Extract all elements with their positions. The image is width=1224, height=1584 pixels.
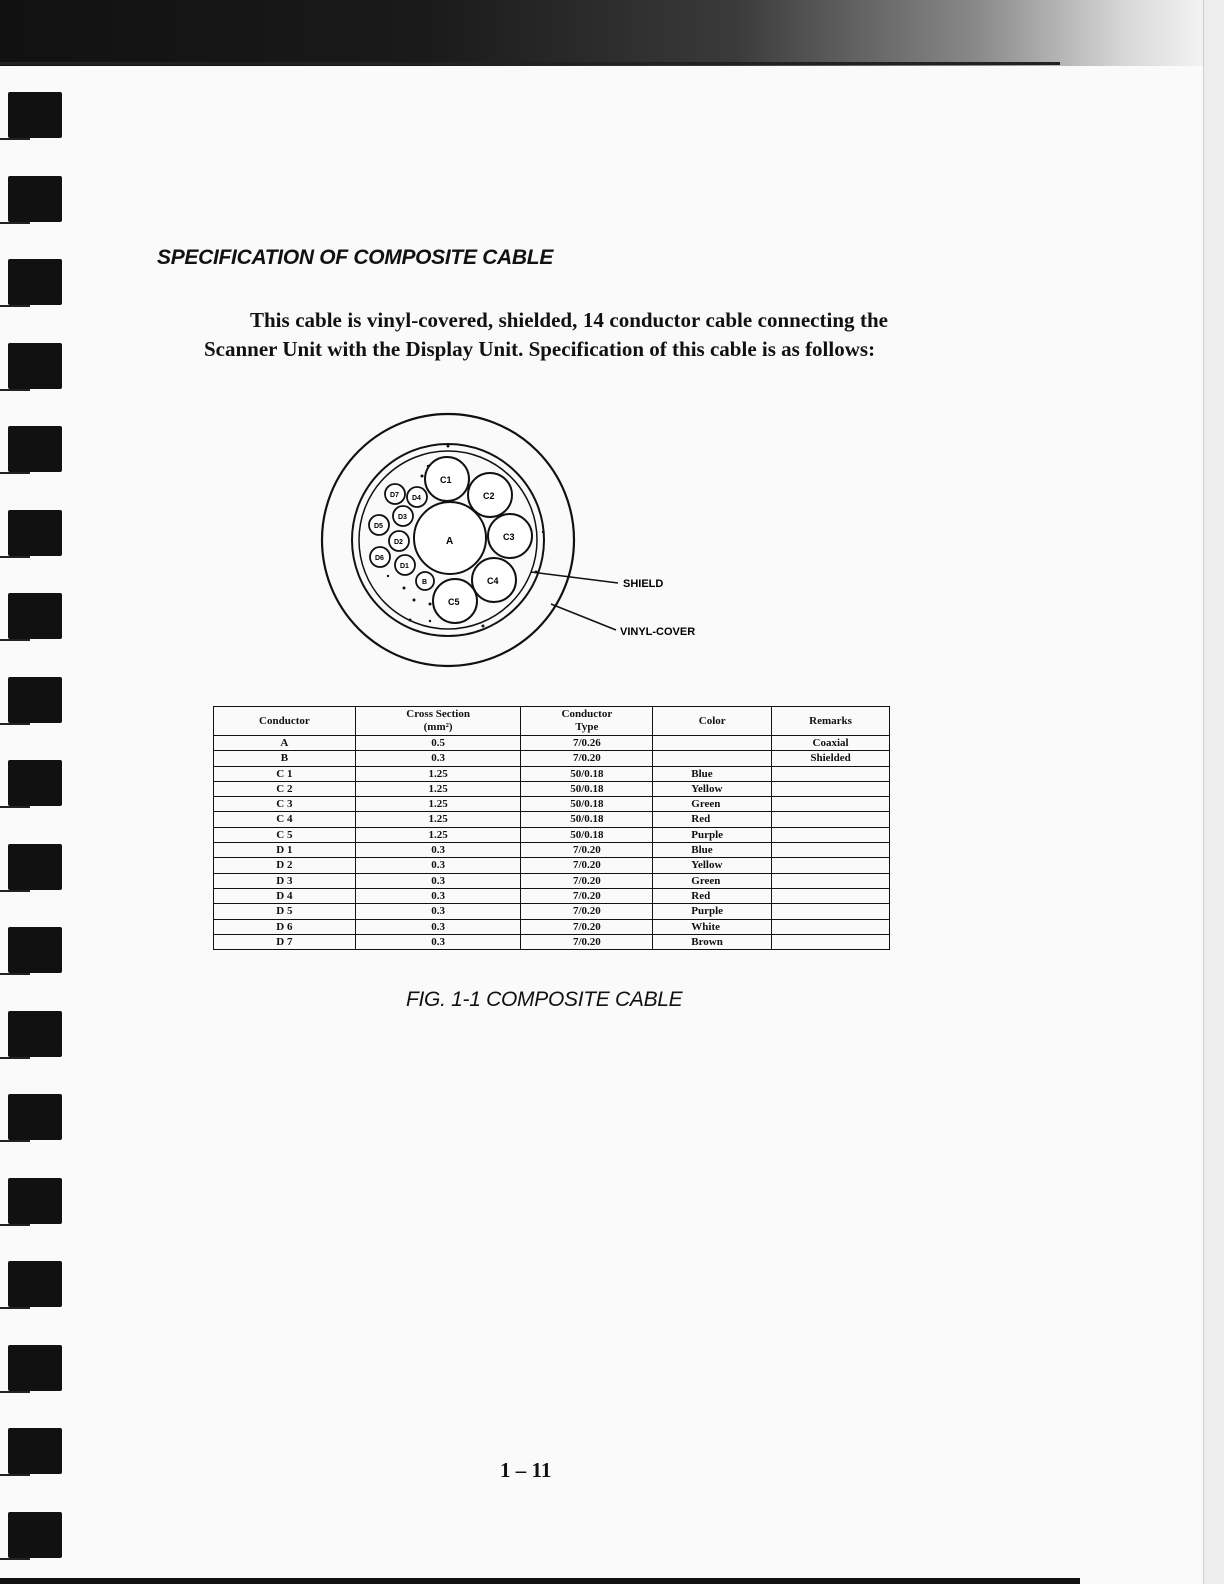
conductor-b-label: B [422,579,428,586]
cell-conductor: C 1 [214,766,356,781]
shield-label: SHIELD [623,578,664,590]
cell-conductor: D 7 [214,934,356,949]
cell-type: 7/0.20 [521,919,653,934]
conductor-d6-label: D6 [375,555,384,562]
header-remarks: Remarks [772,707,890,736]
cable-cross-section-diagram [318,408,738,676]
cell-type: 7/0.20 [521,843,653,858]
cell-remarks [772,781,890,796]
header-color: Color [653,707,772,736]
cell-color: Yellow [653,858,772,873]
cell-color: Purple [653,904,772,919]
page-top-edge [0,62,1060,65]
paragraph-text: This cable is vinyl-covered, shielded, 14 conductor cable connecting the Scanner Unit with the Display Unit. Specification of this cable is as follows: [204,308,888,361]
vinyl-cover-label: VINYL-COVER [620,626,696,638]
table-row [214,812,890,827]
cell-color: White [653,919,772,934]
cell-type: 50/0.18 [521,812,653,827]
cell-color: Blue [653,766,772,781]
conductor-d7-label: D7 [390,492,399,499]
cell-color: Red [653,888,772,903]
cell-cross-section: 0.3 [355,751,521,766]
binding-ring-tick [0,890,30,892]
table-body [214,736,890,950]
binding-ring [8,1428,62,1474]
table-row [214,781,890,796]
cell-conductor: D 5 [214,904,356,919]
conductor-d2-label: D2 [394,539,403,546]
cell-type: 50/0.18 [521,797,653,812]
binding-ring-tick [0,639,30,641]
cell-type: 50/0.18 [521,827,653,842]
binding-ring-tick [0,222,30,224]
binding-ring-tick [0,723,30,725]
cell-remarks [772,919,890,934]
header-cross-section-unit: (mm²) [423,721,453,733]
conductor-c1-label: C1 [440,475,452,485]
cell-conductor: D 2 [214,858,356,873]
cable-diagram-svg [318,408,738,676]
binding-ring-tick [0,1474,30,1476]
cell-remarks [772,873,890,888]
binding-ring [8,426,62,472]
cell-type: 7/0.26 [521,736,653,751]
cell-color [653,751,772,766]
cell-remarks [772,766,890,781]
section-heading: SPECIFICATION OF COMPOSITE CABLE [157,246,554,269]
binding-ring-tick [0,138,30,140]
binding-ring [8,844,62,890]
cell-conductor: D 6 [214,919,356,934]
conductor-d1-label: D1 [400,563,409,570]
cell-type: 7/0.20 [521,904,653,919]
conductor-c3-label: C3 [503,532,515,542]
cell-remarks [772,858,890,873]
shield-leader-line [531,572,618,583]
binding-ring-tick [0,472,30,474]
conductor-d4-label: D4 [412,495,421,502]
cell-color: Green [653,797,772,812]
binding-ring-tick [0,1558,30,1560]
table-row [214,934,890,949]
figure-caption: FIG. 1-1 COMPOSITE CABLE [406,988,683,1011]
cell-remarks [772,934,890,949]
table-row [214,904,890,919]
cell-cross-section: 1.25 [355,781,521,796]
spiral-binding [0,80,70,1580]
header-conductor-type [521,707,653,736]
binding-ring-tick [0,1140,30,1142]
binding-ring [8,927,62,973]
header-cross-section-label: Cross Section [406,708,470,720]
binding-ring-tick [0,1057,30,1059]
table-row [214,736,890,751]
binding-ring [8,343,62,389]
body-paragraph [204,306,888,364]
vinyl-cover-leader-line [551,604,616,630]
header-conductor-type-label: Conductor [561,708,613,720]
cell-type: 50/0.18 [521,766,653,781]
header-conductor: Conductor [214,707,356,736]
cell-cross-section: 0.3 [355,858,521,873]
table-row [214,827,890,842]
cell-conductor: A [214,736,356,751]
cell-type: 7/0.20 [521,858,653,873]
cell-cross-section: 1.25 [355,797,521,812]
cell-color: Purple [653,827,772,842]
cable-spec-table [213,706,890,950]
header-conductor-type-label-2: Type [575,721,599,733]
binding-ring-tick [0,806,30,808]
cell-remarks [772,888,890,903]
cell-type: 7/0.20 [521,888,653,903]
table-row [214,751,890,766]
cell-cross-section: 0.3 [355,934,521,949]
cell-cross-section: 0.3 [355,888,521,903]
cell-conductor: C 4 [214,812,356,827]
header-cross-section [355,707,521,736]
conductor-a-label: A [446,536,454,547]
cell-remarks [772,812,890,827]
conductor-d5-label: D5 [374,523,383,530]
cell-conductor: C 5 [214,827,356,842]
binding-ring [8,593,62,639]
cell-remarks [772,797,890,812]
conductor-d3-label: D3 [398,514,407,521]
binding-ring-tick [0,305,30,307]
cell-color [653,736,772,751]
binding-ring-tick [0,1224,30,1226]
table-header-row [214,707,890,736]
binding-ring [8,1094,62,1140]
table-row [214,843,890,858]
table-row [214,888,890,903]
table-row [214,797,890,812]
cell-cross-section: 0.5 [355,736,521,751]
cell-cross-section: 0.3 [355,904,521,919]
binding-ring [8,176,62,222]
binding-ring [8,1178,62,1224]
cell-cross-section: 0.3 [355,843,521,858]
binding-ring [8,92,62,138]
cell-type: 7/0.20 [521,751,653,766]
binding-ring-tick [0,389,30,391]
binding-ring-tick [0,556,30,558]
cell-type: 7/0.20 [521,934,653,949]
cell-cross-section: 0.3 [355,919,521,934]
cell-cross-section: 1.25 [355,766,521,781]
cell-conductor: B [214,751,356,766]
table-row [214,766,890,781]
conductor-c4-label: C4 [487,576,499,586]
binding-ring [8,677,62,723]
page-number: 1 – 11 [500,1458,552,1482]
cell-cross-section: 1.25 [355,812,521,827]
page-bottom-edge [0,1578,1080,1584]
cell-conductor: D 3 [214,873,356,888]
cell-type: 7/0.20 [521,873,653,888]
cell-remarks [772,827,890,842]
conductor-c2-label: C2 [483,491,495,501]
table-row [214,873,890,888]
cell-conductor: C 3 [214,797,356,812]
cell-remarks: Coaxial [772,736,890,751]
binding-ring [8,760,62,806]
page-right-edge [1203,0,1224,1584]
cell-color: Red [653,812,772,827]
cell-remarks [772,904,890,919]
binding-ring [8,510,62,556]
scan-top-shadow [0,0,1224,66]
binding-ring [8,259,62,305]
cell-cross-section: 0.3 [355,873,521,888]
conductor-c5-label: C5 [448,597,460,607]
cell-color: Yellow [653,781,772,796]
cell-remarks [772,843,890,858]
binding-ring-tick [0,1307,30,1309]
cell-type: 50/0.18 [521,781,653,796]
binding-ring-tick [0,1391,30,1393]
cell-remarks: Shielded [772,751,890,766]
binding-ring [8,1345,62,1391]
binding-ring [8,1512,62,1558]
binding-ring [8,1261,62,1307]
cell-conductor: D 4 [214,888,356,903]
cell-color: Brown [653,934,772,949]
binding-ring [8,1011,62,1057]
table-row [214,919,890,934]
table-row [214,858,890,873]
cell-conductor: C 2 [214,781,356,796]
cell-color: Green [653,873,772,888]
binding-ring-tick [0,973,30,975]
cell-conductor: D 1 [214,843,356,858]
cell-cross-section: 1.25 [355,827,521,842]
cell-color: Blue [653,843,772,858]
